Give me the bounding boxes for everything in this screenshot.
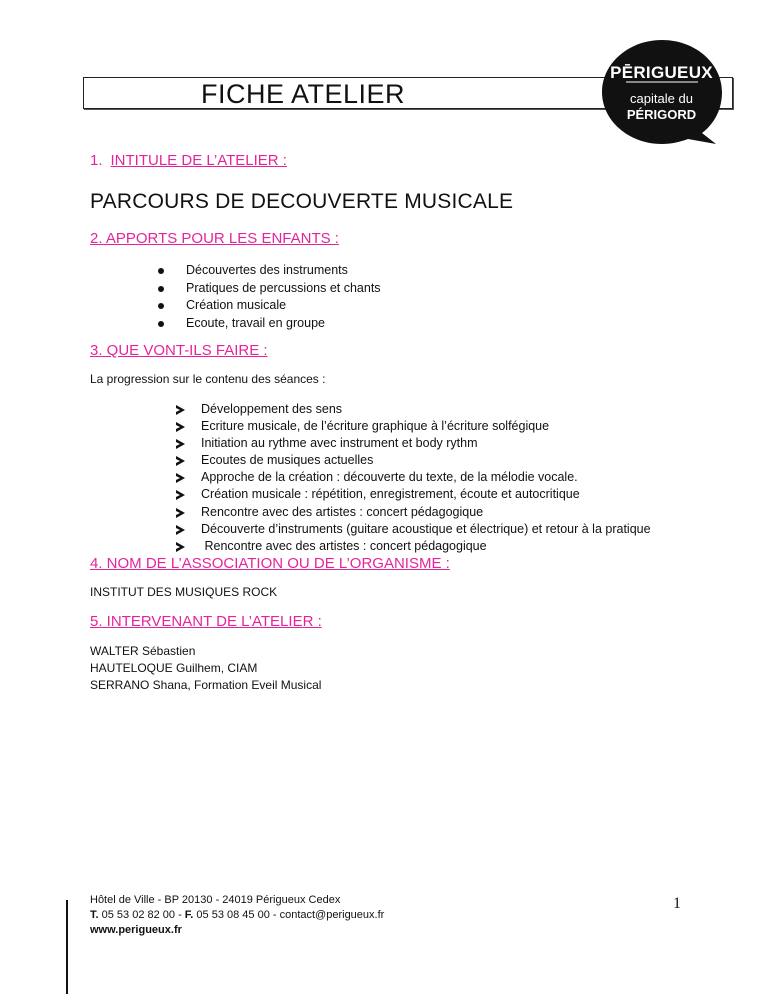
footer-contact [90, 908, 384, 923]
list-item-text: Création musicale : répétition, enregistrement, écoute et autocritique [201, 487, 580, 502]
bullet-icon [158, 303, 164, 309]
list-item [158, 315, 381, 333]
section-3-heading: 3. QUE VONT-ILS FAIRE : [90, 342, 268, 359]
footer [90, 893, 384, 938]
arrow-bullet-icon [176, 439, 185, 449]
list-item [176, 521, 651, 538]
logo-sub-text: capitale du [630, 91, 693, 106]
intervenant-line: SERRANO Shana, Formation Eveil Musical [90, 678, 322, 692]
list-item [176, 538, 651, 555]
arrow-bullet-icon [176, 508, 185, 518]
list-item-text: Création musicale [186, 298, 287, 313]
list-item [158, 297, 381, 315]
list-item [158, 280, 381, 298]
arrow-bullet-icon [176, 422, 185, 432]
list-item-text: Découvertes des instruments [186, 263, 348, 277]
arrow-bullet-icon [176, 473, 185, 483]
organisation-name: INSTITUT DES MUSIQUES ROCK [90, 585, 278, 599]
list-item [158, 262, 381, 280]
footer-address: Hôtel de Ville - BP 20130 - 24019 Périgueux Cedex [90, 894, 341, 906]
list-item-text: Initiation au rythme avec instrument et body rythm [201, 436, 478, 451]
list-item-text: Rencontre avec des artistes : concert pédagogique [201, 538, 487, 553]
list-item [176, 469, 651, 486]
section-1-label: INTITULE DE L’ATELIER : [110, 152, 287, 169]
fax-label: F. [184, 909, 194, 921]
list-item-text: Ecoutes de musiques actuelles [201, 453, 374, 468]
footer-website [90, 923, 384, 938]
section-1-heading [90, 152, 287, 169]
bullet-icon [158, 321, 164, 327]
intervenant-line: HAUTELOQUE Guilhem, CIAM [90, 661, 258, 675]
list-item [176, 452, 651, 469]
list-item-text: Rencontre avec des artistes : concert pédagogique [201, 504, 484, 519]
logo-bottom-text: PÉRIGORD [626, 107, 697, 122]
fax-number: 05 53 08 45 00 - contact@perigueux.fr [193, 909, 385, 921]
section-4-heading: 4. NOM DE L’ASSOCIATION OU DE L’ORGANISME : [90, 555, 450, 572]
list-item [176, 504, 651, 521]
page-title: FICHE ATELIER [200, 79, 406, 109]
footer-rule [66, 900, 68, 994]
list-item [176, 401, 651, 418]
progression-intro: La progression sur le contenu des séances : [90, 372, 326, 386]
list-item-text: Pratiques de percussions et chants [186, 280, 381, 295]
list-item-text: Découverte d’instruments (guitare acoustique et électrique) et retour à la pratique [201, 521, 651, 536]
section-2-heading: 2. APPORTS POUR LES ENFANTS : [90, 230, 339, 247]
list-item [176, 418, 651, 435]
arrow-bullet-icon [176, 456, 185, 466]
section-5-heading: 5. INTERVENANT DE L’ATELIER : [90, 613, 322, 630]
arrow-bullet-icon [176, 542, 185, 552]
list-item-text: Approche de la création : découverte du texte, de la mélodie vocale. [201, 470, 578, 485]
intervenant-line: WALTER Sébastien [90, 644, 196, 658]
website-link-text: www.perigueux.fr [90, 924, 182, 936]
phone-label: T. [90, 909, 99, 921]
benefits-list [158, 262, 381, 332]
arrow-bullet-icon [176, 405, 185, 415]
phone-number: 05 53 02 82 00 - [98, 909, 185, 921]
arrow-bullet-icon [176, 490, 185, 500]
list-item-text: Ecoute, travail en groupe [186, 315, 325, 330]
list-item [176, 435, 651, 452]
bullet-icon [158, 268, 164, 274]
list-item [176, 486, 651, 503]
list-item-text: Développement des sens [201, 402, 343, 416]
workshop-title: PARCOURS DE DECOUVERTE MUSICALE [90, 190, 514, 213]
arrow-bullet-icon [176, 525, 185, 535]
section-1-number: 1. [90, 152, 103, 169]
intervenants-list [90, 643, 321, 694]
bullet-icon [158, 286, 164, 292]
page-number: 1 [673, 895, 681, 912]
list-item-text: Ecriture musicale, de l’écriture graphique à l’écriture solfégique [201, 419, 550, 434]
logo-main-text: PĒRIGUEUX [610, 63, 713, 82]
activities-list [176, 401, 651, 555]
